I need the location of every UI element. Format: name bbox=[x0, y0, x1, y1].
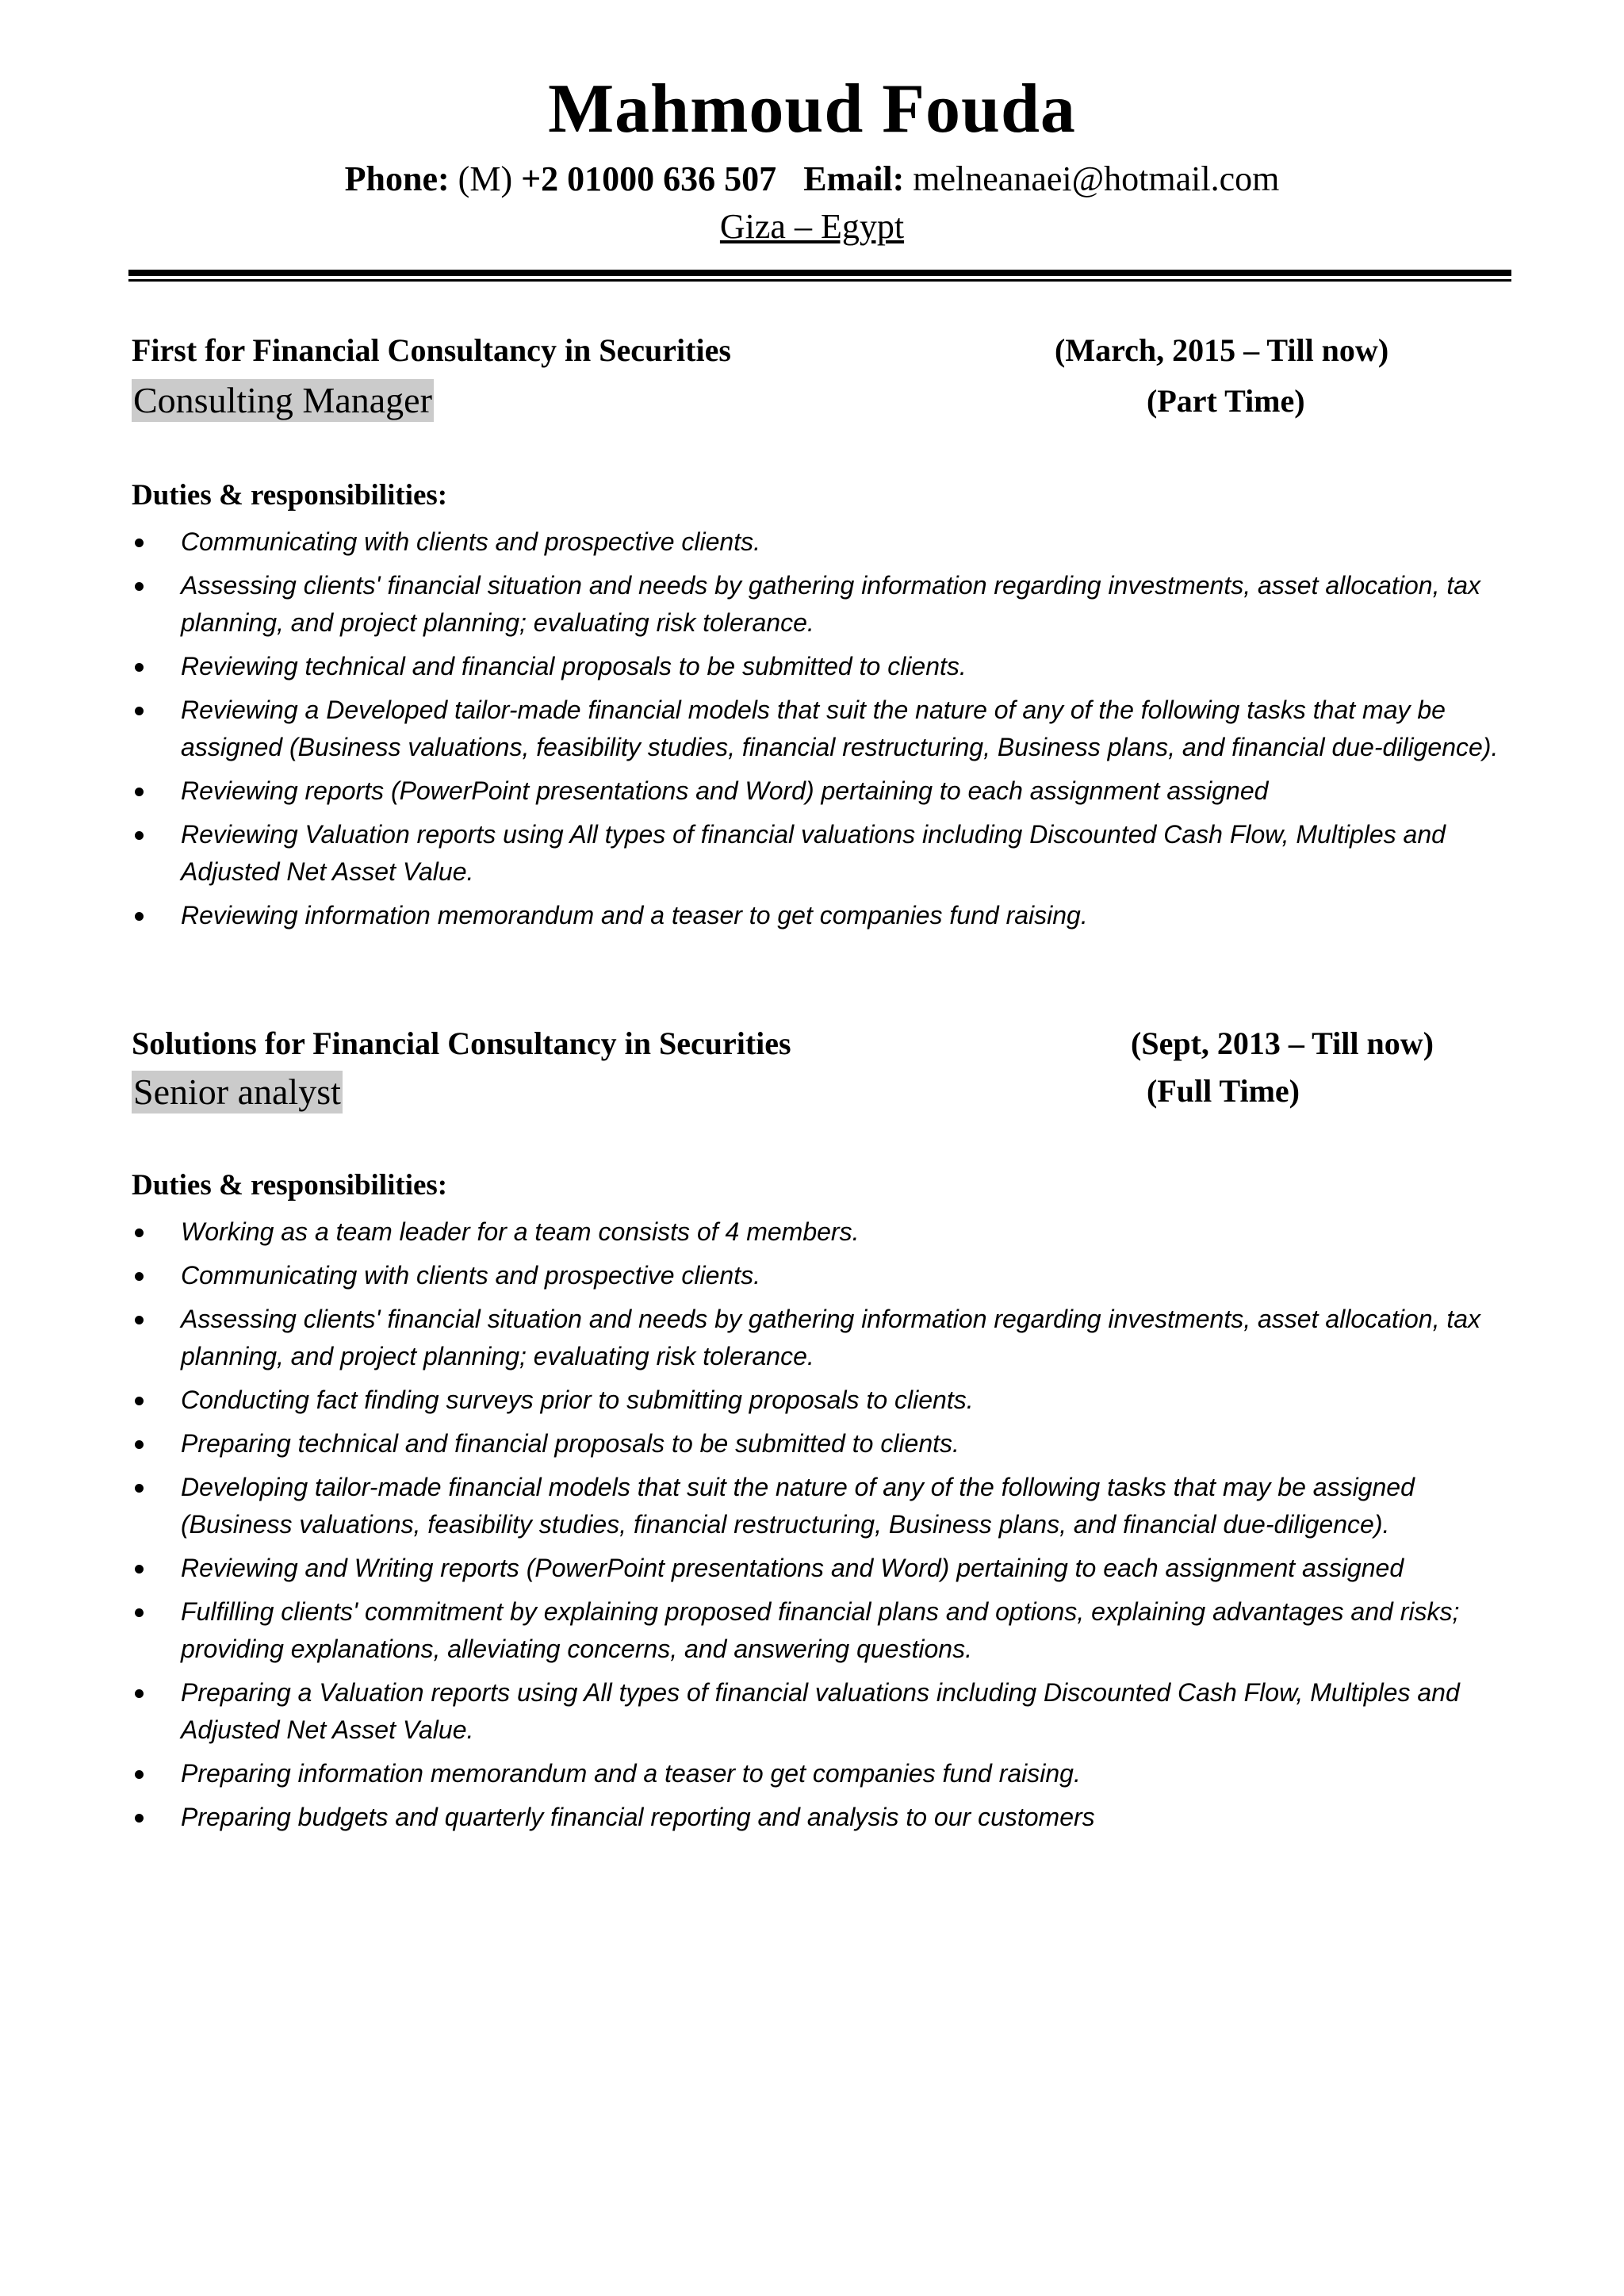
list-item: Reviewing a Developed tailor-made financial models that suit the nature of any of the following tasks that may be assigned (Business valuations, feasibility studies, financial restructuring, Business plans, and financial due-diligence). bbox=[132, 692, 1511, 766]
phone-label: Phone: bbox=[344, 159, 450, 198]
job-dates: (Sept, 2013 – Till now) bbox=[1131, 1025, 1434, 1061]
list-item: Reviewing reports (PowerPoint presentations and Word) pertaining to each assignment assigned bbox=[132, 772, 1511, 810]
list-item: Communicating with clients and prospective clients. bbox=[132, 1257, 1511, 1294]
job-dates: (March, 2015 – Till now) bbox=[1055, 332, 1389, 368]
job-title: Senior analyst bbox=[133, 1071, 341, 1112]
duties-heading: Duties & responsibilities: bbox=[132, 479, 448, 512]
candidate-name: Mahmoud Fouda bbox=[548, 71, 1076, 148]
header-divider-thin bbox=[128, 279, 1511, 282]
company-name: First for Financial Consultancy in Securities bbox=[132, 332, 731, 368]
list-item: Developing tailor-made financial models that suit the nature of any of the following tasks that may be assigned (Business valuations, feasibility studies, financial restructuring, Business plans, and financial due-diligence). bbox=[132, 1469, 1511, 1543]
list-item: Conducting fact finding surveys prior to submitting proposals to clients. bbox=[132, 1382, 1511, 1419]
list-item: Assessing clients' financial situation and needs by gathering information regarding investments, asset allocation, tax planning, and project planning; evaluating risk tolerance. bbox=[132, 1301, 1511, 1375]
job-title: Consulting Manager bbox=[133, 380, 432, 420]
duties-list bbox=[132, 523, 1511, 941]
list-item: Assessing clients' financial situation and needs by gathering information regarding investments, asset allocation, tax planning, and project planning; evaluating risk tolerance. bbox=[132, 567, 1511, 642]
list-item: Reviewing Valuation reports using All types of financial valuations including Discounted Cash Flow, Multiples and Adjusted Net Asset Value. bbox=[132, 816, 1511, 891]
email-label: Email: bbox=[803, 159, 905, 198]
phone-prefix: (M) bbox=[458, 159, 513, 198]
list-item: Preparing information memorandum and a teaser to get companies fund raising. bbox=[132, 1755, 1511, 1792]
duties-list bbox=[132, 1213, 1511, 1842]
employment-type: (Part Time) bbox=[1147, 383, 1305, 419]
list-item: Reviewing information memorandum and a teaser to get companies fund raising. bbox=[132, 897, 1511, 934]
list-item: Reviewing technical and financial proposals to be submitted to clients. bbox=[132, 648, 1511, 685]
contact-line bbox=[0, 157, 1624, 201]
company-name: Solutions for Financial Consultancy in Securities bbox=[132, 1025, 791, 1061]
email-address[interactable]: melneanaei@hotmail.com bbox=[913, 159, 1280, 198]
list-item: Fulfilling clients' commitment by explaining proposed financial plans and options, explaining advantages and risks; providing explanations, alleviating concerns, and answering questions. bbox=[132, 1593, 1511, 1668]
list-item: Preparing a Valuation reports using All types of financial valuations including Discounted Cash Flow, Multiples and Adjusted Net Asset Value. bbox=[132, 1674, 1511, 1749]
list-item: Preparing technical and financial proposals to be submitted to clients. bbox=[132, 1425, 1511, 1462]
header-divider-thick bbox=[128, 270, 1511, 276]
list-item: Communicating with clients and prospective clients. bbox=[132, 523, 1511, 561]
location: Giza – Egypt bbox=[719, 207, 905, 246]
duties-heading: Duties & responsibilities: bbox=[132, 1169, 448, 1202]
phone-number: +2 01000 636 507 bbox=[521, 159, 777, 198]
list-item: Reviewing and Writing reports (PowerPoint presentations and Word) pertaining to each assignment assigned bbox=[132, 1550, 1511, 1587]
employment-type: (Full Time) bbox=[1147, 1073, 1300, 1109]
list-item: Preparing budgets and quarterly financial reporting and analysis to our customers bbox=[132, 1799, 1511, 1836]
list-item: Working as a team leader for a team consists of 4 members. bbox=[132, 1213, 1511, 1251]
